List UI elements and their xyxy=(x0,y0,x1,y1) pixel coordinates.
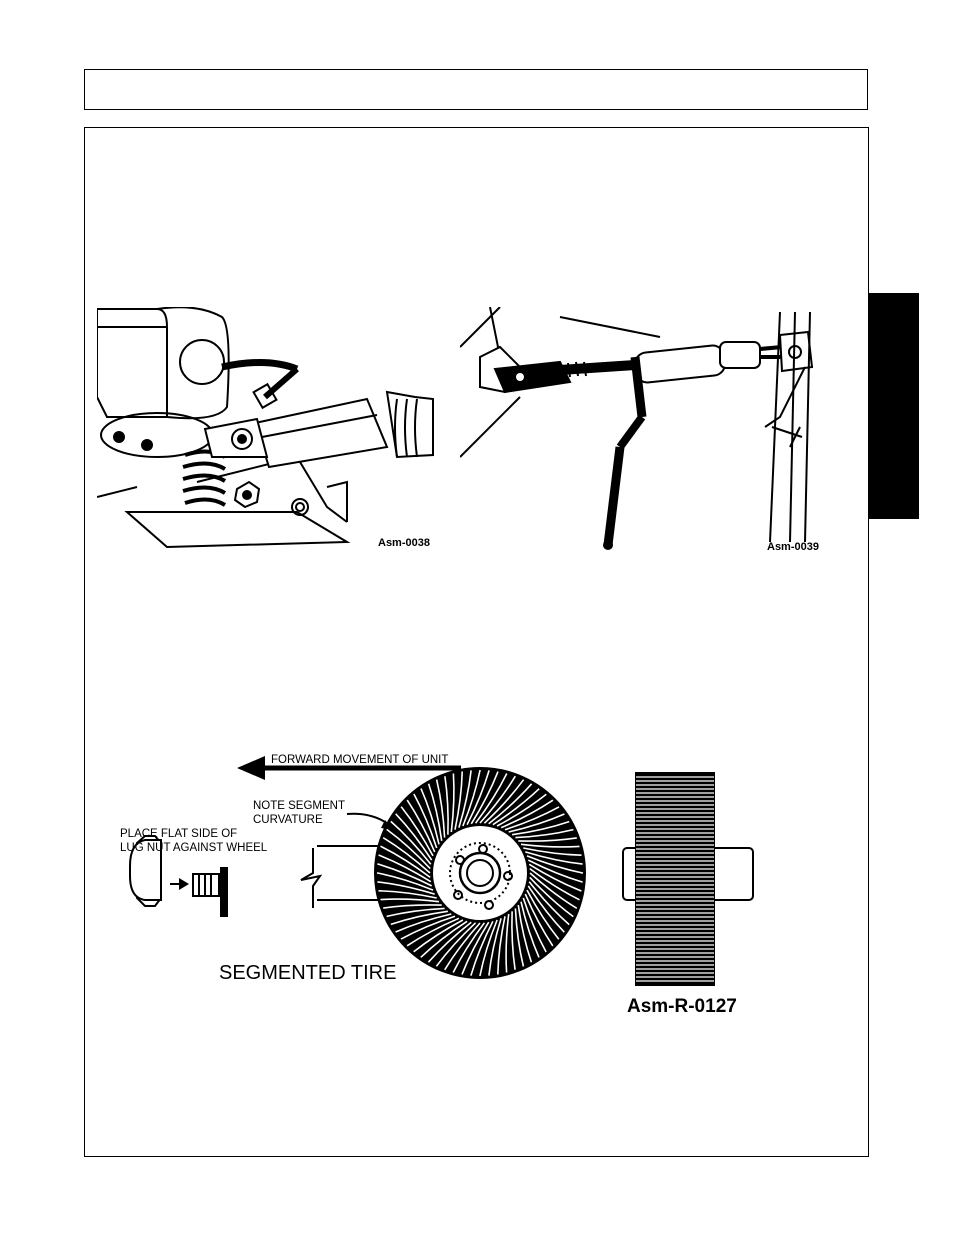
header-frame xyxy=(84,69,868,110)
right-photo-caption: Asm-0039 xyxy=(767,541,819,553)
tire-figure-caption: Asm-R-0127 xyxy=(627,996,737,1017)
left-photo-caption: Asm-0038 xyxy=(378,537,430,549)
lug-note-line2: LUG NUT AGAINST WHEEL xyxy=(120,842,268,854)
forward-movement-label: FORWARD MOVEMENT OF UNIT xyxy=(271,754,449,766)
segment-note-line2: CURVATURE xyxy=(253,814,323,826)
turnbuckle-illustration xyxy=(460,307,830,555)
section-tab xyxy=(869,293,919,519)
segmented-tire-label: SEGMENTED TIRE xyxy=(219,962,397,984)
segmented-tire-diagram xyxy=(115,748,775,1028)
lug-note-line1: PLACE FLAT SIDE OF xyxy=(120,828,238,840)
segment-note-line1: NOTE SEGMENT xyxy=(253,800,346,812)
cylinder-spring-illustration xyxy=(97,307,435,552)
